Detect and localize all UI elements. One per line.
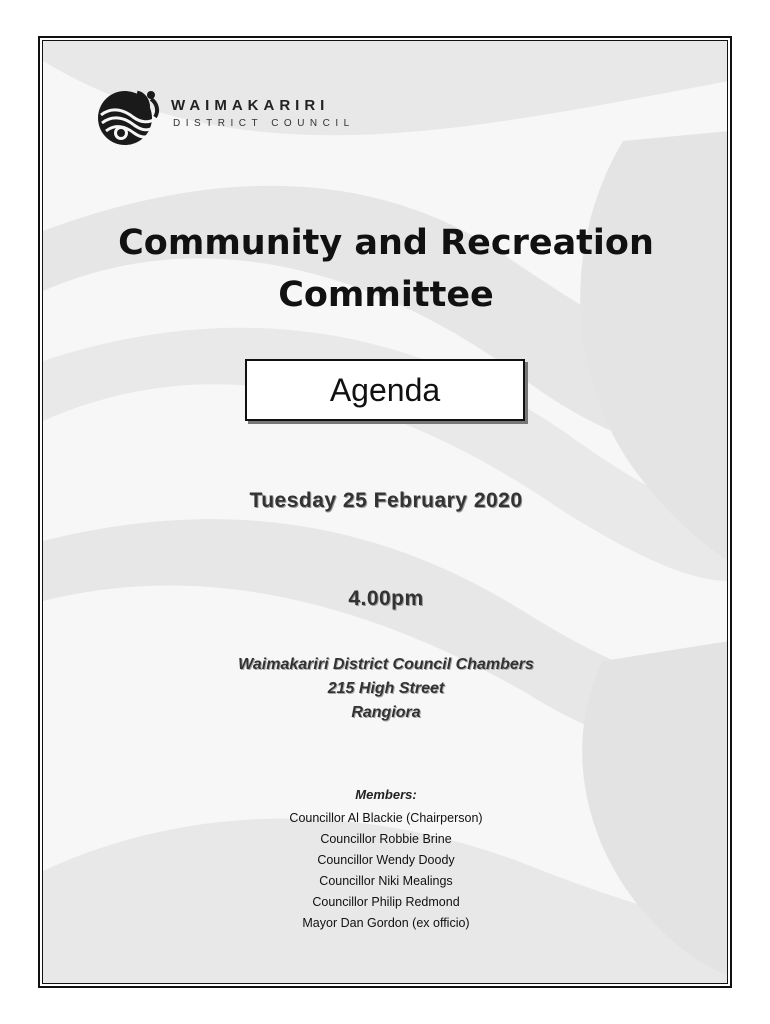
venue-line-3: Rangiora [351,704,421,721]
title-line-2: Committee [278,275,494,315]
members-list [43,808,728,934]
member-item: Councillor Robbie Brine [320,832,452,846]
meeting-time: 4.00pm [348,587,424,610]
meeting-venue [43,653,728,725]
members-heading: Members: [355,787,417,802]
committee-title [43,217,728,321]
venue-line-2: 215 High Street [327,680,445,697]
member-item: Councillor Niki Mealings [319,874,453,888]
council-logo [93,85,373,149]
member-item: Councillor Philip Redmond [312,895,460,909]
logo-subtitle: DISTRICT COUNCIL [173,118,355,129]
member-item: Mayor Dan Gordon (ex officio) [302,916,470,930]
title-line-1: Community and Recreation [118,223,654,263]
waimakariri-logo-icon [93,85,163,149]
meeting-date: Tuesday 25 February 2020 [249,489,523,512]
agenda-label-box: Agenda [245,359,525,421]
logo-name: WAIMAKARIRI [171,97,330,114]
venue-line-1: Waimakariri District Council Chambers [238,656,534,673]
member-item: Councillor Al Blackie (Chairperson) [289,811,483,825]
member-item: Councillor Wendy Doody [317,853,455,867]
cover-page [42,40,728,984]
